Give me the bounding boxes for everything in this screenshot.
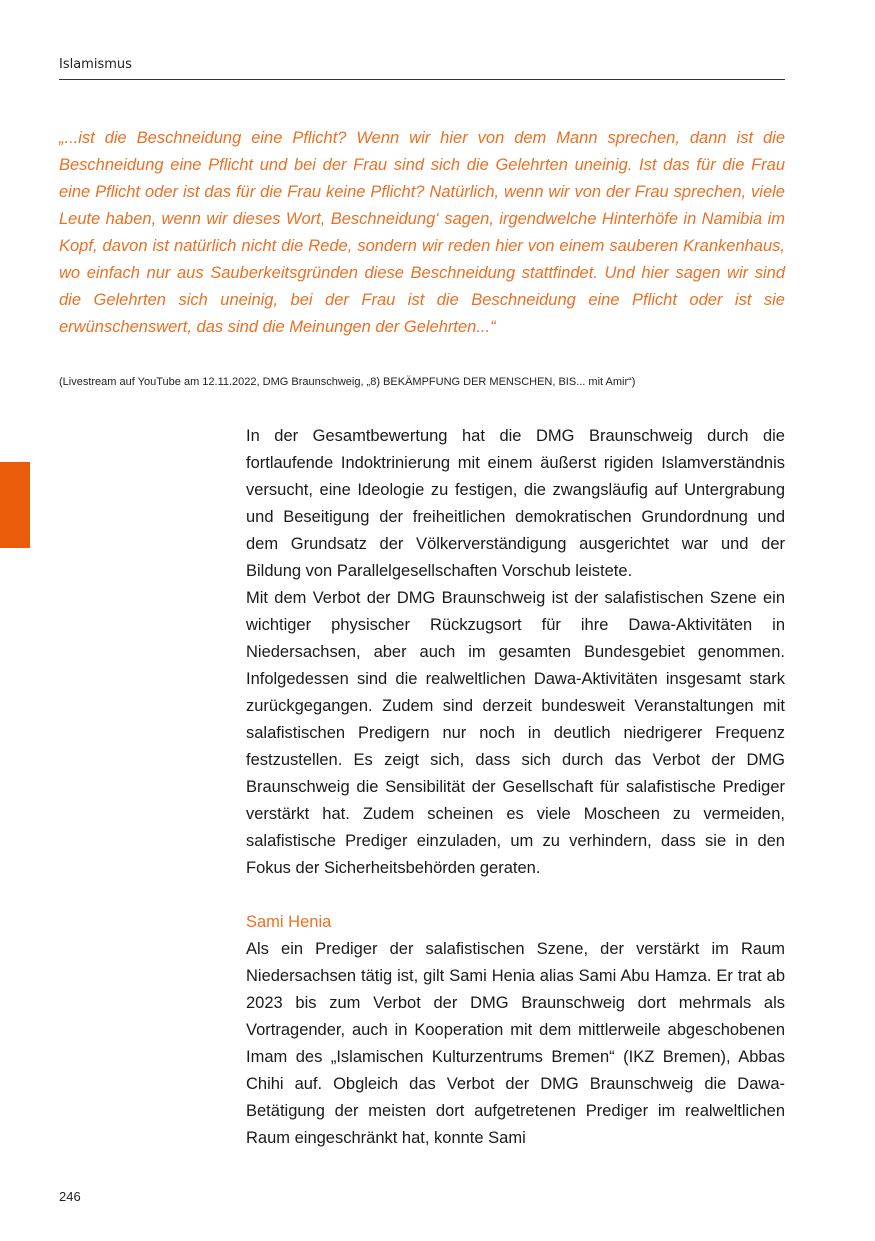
section-heading: Sami Henia	[246, 913, 332, 931]
body-paragraph: Mit dem Verbot der DMG Braunschweig ist der salafistischen Szene ein wichtiger physischer Rückzugsort für ihre Dawa-Aktivitäten in Niedersachsen, aber auch im gesamten Bundesgebiet genommen. Infolgedessen sind die realweltlichen Dawa-Aktivitäten insgesamt stark zurückgegangen. Zudem sind derzeit bundesweit Veranstaltungen mit salafistischen Predigern nur noch in deutlich niedrigerer Frequenz festzustellen. Es zeigt sich, dass sich durch das Verbot der DMG Braunschweig die Sensibilität der Gesellschaft für salafistische Prediger verstärkt hat. Zudem scheinen es viele Moscheen zu vermeiden, salafistische Prediger einzuladen, um zu verhindern, dass sie in den Fokus der Sicherheitsbehörden geraten.	[246, 589, 785, 877]
quote-source: (Livestream auf YouTube am 12.11.2022, DMG Braunschweig, „8) BEKÄMPFUNG DER MENSCHEN, BIS... mit Amir“)	[59, 376, 636, 388]
block-quote: „...ist die Beschneidung eine Pflicht? Wenn wir hier von dem Mann sprechen, dann ist die Beschneidung eine Pflicht und bei der Frau sind sich die Gelehrten uneinig. Ist das für die Frau eine Pflicht oder ist das für die Frau keine Pflicht? Natürlich, wenn wir von der Frau sprechen, viele Leute haben, wenn wir dieses Wort, Beschneidung‘ sagen, irgendwelche Hinterhöfe in Namibia im Kopf, davon ist natürlich nicht die Rede, sondern wir reden hier von einem sauberen Krankenhaus, wo einfach nur aus Sauberkeitsgründen diese Beschneidung stattfindet. Und hier sagen wir sind die Gelehrten sich uneinig, bei der Frau ist die Beschneidung eine Pflicht oder ist sie erwünschenswert, das sind die Meinungen der Gelehrten...“	[59, 129, 785, 336]
body-column	[246, 423, 785, 1152]
header-divider	[59, 79, 785, 80]
chapter-marker-tab	[0, 462, 30, 548]
section-paragraph: Als ein Prediger der salafistischen Szene, der verstärkt im Raum Niedersachsen tätig ist, gilt Sami Henia alias Sami Abu Hamza. Er trat ab 2023 bis zum Verbot der DMG Braunschweig dort mehrmals als Vortragender, auch in Kooperation mit dem mittlerweile abgeschobenen Imam des „Islamischen Kulturzentrums Bremen“ (IKZ Bremen), Abbas Chihi auf. Obgleich das Verbot der DMG Braunschweig die Dawa-Betätigung der meisten dort aufgetretenen Prediger im realweltlichen Raum eingeschränkt hat, konnte Sami	[246, 940, 785, 1147]
body-paragraph: In der Gesamtbewertung hat die DMG Braunschweig durch die fortlaufende Indoktrinierung mit einem äußerst rigiden Islamverständnis versucht, eine Ideologie zu festigen, die zwangsläufig auf Untergrabung und Beseitigung der freiheitlichen demokratischen Grundordnung und dem Grundsatz der Völkerverständigung ausgerichtet war und der Bildung von Parallelgesellschaften Vorschub leistete.	[246, 427, 785, 580]
running-title: Islamismus	[59, 57, 132, 72]
page-number: 246	[59, 1189, 81, 1204]
